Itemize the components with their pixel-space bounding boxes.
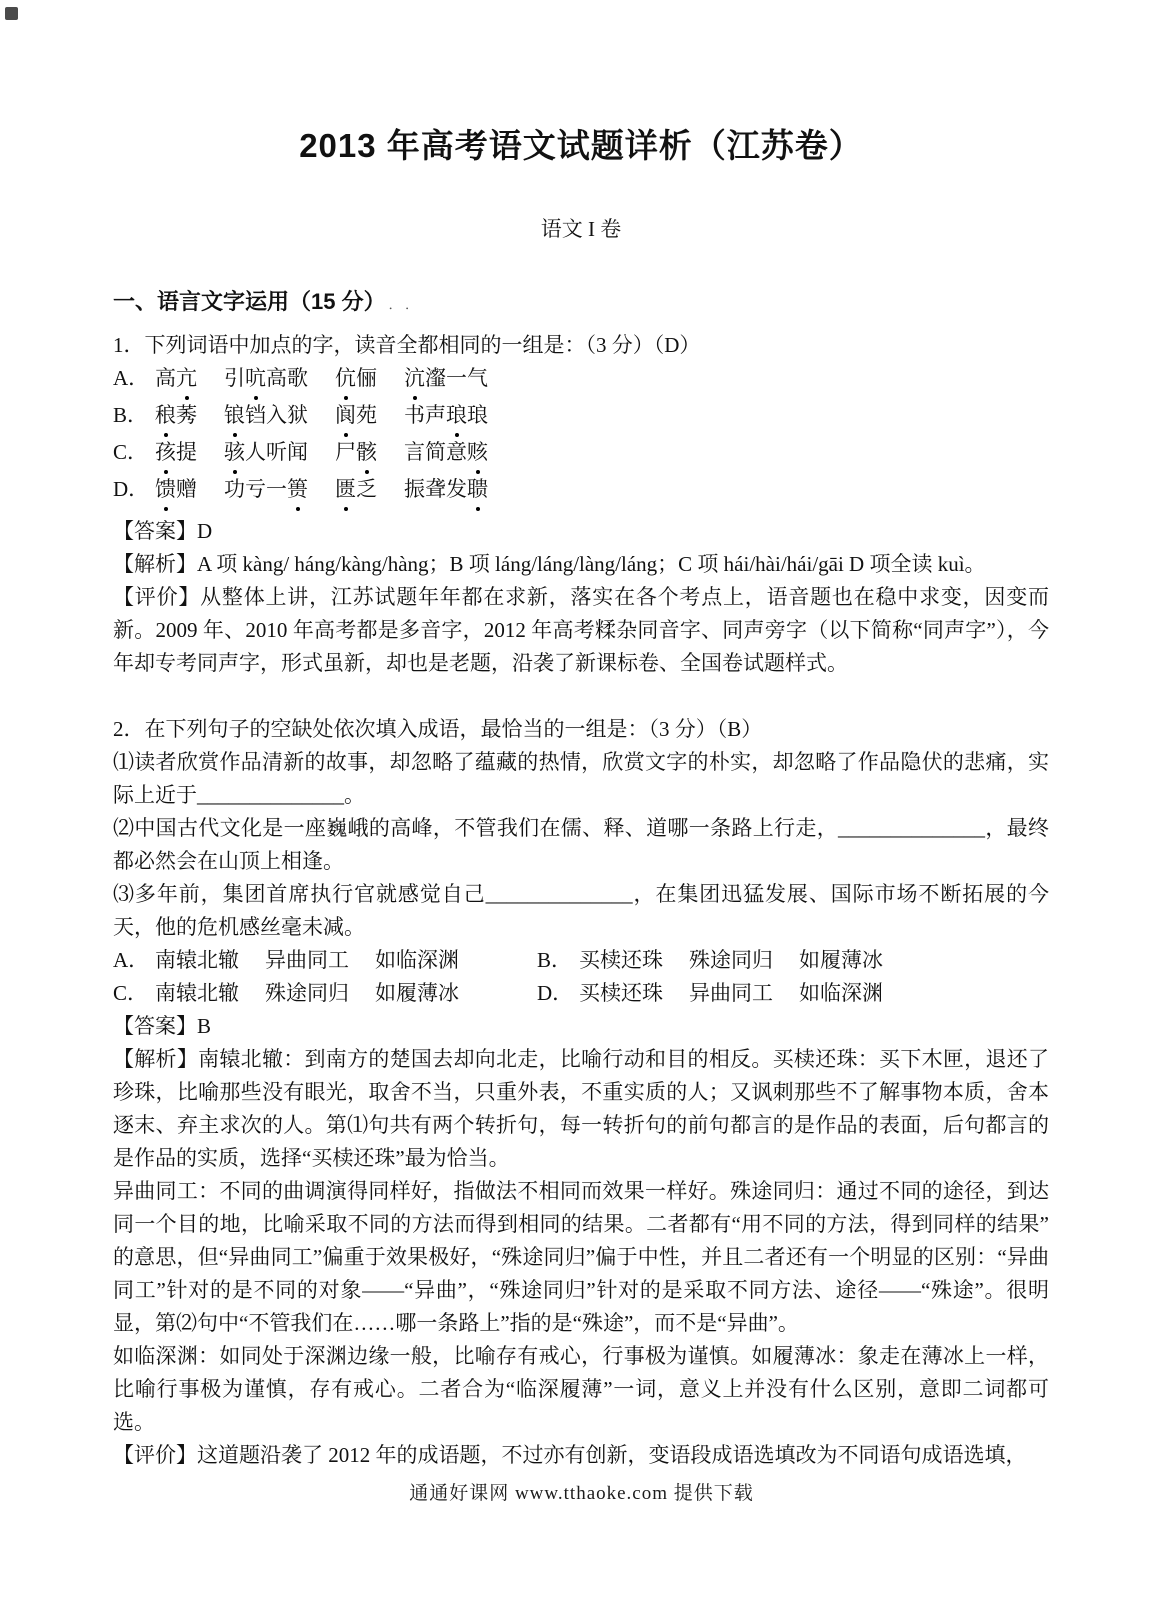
option-word [404,403,488,427]
q2-analysis-3: 如临深渊：如同处于深渊边缘一般，比喻存有戒心，行事极为谨慎。如履薄冰：象走在薄冰上一样，比喻行事极为谨慎，存有戒心。二者合为“临深履薄”一词，意义上并没有什么区别，意即二词都可选。 [113,1344,1049,1434]
dotted-char: 亢 [176,362,197,395]
dotted-char: 骸 [356,436,377,469]
option-word [335,403,377,427]
char: 聋 [425,477,446,501]
char: 引 [224,366,245,390]
q2-option-row [113,944,1049,977]
q1-stem: 1．下列词语中加点的字，读音全都相同的一组是：（3 分）（D） [113,333,701,357]
q1-answer: 【答案】D [113,519,213,543]
option-word: 殊途同归 [265,981,349,1005]
q1-analysis: 【解析】A 项 kàng/ háng/kàng/hàng；B 项 láng/láng/làng/láng；C 项 hái/hài/hái/gāi D 项全读 kuì。 [113,552,986,576]
stray-dots: ．． [388,297,429,312]
option-word [224,403,308,427]
dotted-char: 孩 [155,436,176,469]
option-label: D． [113,477,150,501]
char: 高 [155,366,176,390]
char: 苑 [356,403,377,427]
option-word: 如临深渊 [375,948,459,972]
q2-analysis-1: 【解析】南辕北辙：到南方的楚国去却向北走，比喻行动和目的相反。买椟还珠：买下木匣，退还了珍珠，比喻那些没有眼光，取舍不当，只重外表，不重实质的人；又讽刺那些不了解事物本质，舍本逐末、弃主求次的人。第⑴句共有两个转折句，每一转折句的前句都言的是作品的表面，后句都言的是作品的实质，选择“买椟还珠”最为恰当。 [113,1047,1049,1170]
page-title: 2013 年高考语文试题详析（江苏卷） [299,127,863,164]
option-label: C． [113,440,149,464]
option-word: 如履薄冰 [799,948,883,972]
q2-comment: 【评价】这道题沿袭了 2012 年的成语题，不过亦有创新，变语段成语选填改为不同语句成语选填， [113,1443,1027,1467]
paper-subtitle: 语文 I 卷 [540,217,622,241]
dotted-char: 赅 [467,436,488,469]
option-word: 南辕北辙 [155,981,239,1005]
dotted-char: 骇 [224,436,245,469]
dotted-char: 琅 [446,399,467,432]
q1-option-row [113,399,1049,436]
char: 铛 [245,403,266,427]
char: 功 [224,477,245,501]
char: 高 [266,366,287,390]
char: 书 [404,403,425,427]
option-word [224,366,308,390]
option-word [155,366,197,390]
option-word: 殊途同归 [689,948,773,972]
dotted-char: 馈 [155,473,176,506]
section-heading [113,286,1049,320]
char: 入 [266,403,287,427]
q1-comment: 【评价】从整体上讲，江苏试题年年都在求新，落实在各个考点上，语音题也在稳中求变，因变而新。2009 年、2010 年高考都是多音字，2012 年高考糅杂同音字、同声旁字（以下简称“同声字”），今年却专考同声字，形式虽新，却也是老题，沿袭了新课标卷、全国卷试题样式。 [113,585,1049,675]
char: 莠 [176,403,197,427]
q2-option [537,944,883,977]
option-word [404,477,488,501]
option-label: B． [113,403,149,427]
char: 一 [446,366,467,390]
option-word [224,477,308,501]
char: 言 [404,440,425,464]
option-word: 异曲同工 [689,981,773,1005]
option-word [155,440,197,464]
scan-artifact [5,7,18,20]
char: 提 [176,440,197,464]
char: 赠 [176,477,197,501]
char: 亏 [245,477,266,501]
char: 歌 [287,366,308,390]
option-word [335,440,377,464]
dotted-char: 阆 [335,399,356,432]
char: 发 [446,477,467,501]
dotted-char: 稂 [155,399,176,432]
char: 振 [404,477,425,501]
option-label: A． [113,948,150,972]
q1-option-row [113,436,1049,473]
option-word: 南辕北辙 [155,948,239,972]
option-word: 如履薄冰 [375,981,459,1005]
option-label: C． [113,981,149,1005]
option-word [404,366,488,390]
page-footer: 通通好课网 www.tthaoke.com 提供下载 [409,1483,754,1504]
char: 声 [425,403,446,427]
option-word [335,477,377,501]
q2-clause-2: ⑵中国古代文化是一座巍峨的高峰，不管我们在儒、释、道哪一条路上行走，______________，最终都必然会在山顶上相逢。 [113,816,1049,873]
char: 瀣 [425,366,446,390]
option-word [335,366,377,390]
q2-option [537,977,883,1010]
q2-option [113,944,537,977]
q2-clause-3: ⑶多年前，集团首席执行官就感觉自己______________，在集团迅猛发展、国际市场不断拓展的今天，他的危机感丝毫未减。 [113,882,1049,939]
dotted-char: 沆 [404,362,425,395]
dotted-char: 匮 [335,473,356,506]
char: 琅 [467,403,488,427]
page-content [113,0,1049,1472]
option-label: A． [113,366,150,390]
dotted-char: 吭 [245,362,266,395]
option-word: 买椟还珠 [579,981,663,1005]
char: 尸 [335,440,356,464]
q2-option-row [113,977,1049,1010]
option-word [155,477,197,501]
q1-options [113,362,1049,510]
q2-clause-1: ⑴读者欣赏作品清新的故事，却忽略了蕴藏的热情，欣赏文字的朴实，却忽略了作品隐伏的悲痛，实际上近于______________。 [113,750,1049,807]
q2-options [113,944,1049,1010]
char: 意 [446,440,467,464]
q2-stem: 2．在下列句子的空缺处依次填入成语，最恰当的一组是：（3 分）（B） [113,717,763,741]
dotted-char: 聩 [467,473,488,506]
q2-option [113,977,537,1010]
char: 乏 [356,477,377,501]
char: 人 [245,440,266,464]
char: 狱 [287,403,308,427]
option-word: 如临深渊 [799,981,883,1005]
section-heading-text: 一、语言文字运用（15 分） [113,289,375,314]
char: 听 [266,440,287,464]
option-word [155,403,197,427]
option-word: 买椟还珠 [579,948,663,972]
char: 闻 [287,440,308,464]
q1-option-row [113,473,1049,510]
option-label: B． [537,948,573,972]
dotted-char: 伉 [335,362,356,395]
dotted-char: 锒 [224,399,245,432]
char: 气 [467,366,488,390]
option-word [224,440,308,464]
q2-answer: 【答案】B [113,1014,212,1038]
option-word [404,440,488,464]
dotted-char: 篑 [287,473,308,506]
q2-analysis-2: 异曲同工：不同的曲调演得同样好，指做法不相同而效果一样好。殊途同归：通过不同的途径，到达同一个目的地，比喻采取不同的方法而得到相同的结果。二者都有“用不同的方法，得到同样的结果”的意思，但“异曲同工”偏重于效果极好，“殊途同归”偏于中性，并且二者还有一个明显的区别：“异曲同工”针对的是不同的对象——“异曲”，“殊途同归”针对的是采取不同方法、途径——“殊途”。很明显，第⑵句中“不管我们在……哪一条路上”指的是“殊途”，而不是“异曲”。 [113,1179,1049,1335]
option-label: D． [537,981,574,1005]
char: 简 [425,440,446,464]
char: 俪 [356,366,377,390]
option-word: 异曲同工 [265,948,349,972]
q1-option-row [113,362,1049,399]
char: 一 [266,477,287,501]
